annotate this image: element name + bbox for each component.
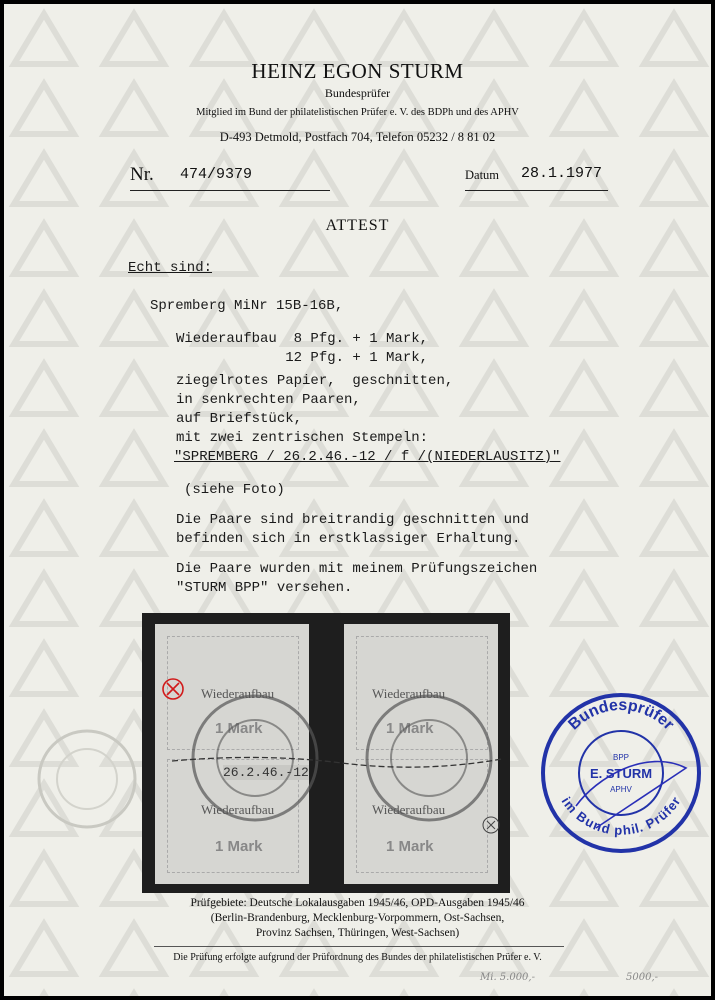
pencil-note-catalogue: Mi. 5.000,-	[480, 972, 535, 983]
postmark-right-inner	[391, 720, 467, 796]
photo-note: (siehe Foto)	[184, 482, 285, 498]
membership-line: Mitglied im Bund der philatelistischen Prüfer e. V. des BDPh und des APHV	[196, 107, 519, 118]
testing-areas-line-1: Prüfgebiete: Deutsche Lokalausgaben 1945/46, OPD-Ausgaben 1945/46	[190, 897, 525, 909]
description-line-1: Wiederaufbau 8 Pfg. + 1 Mark,	[176, 331, 429, 347]
stamp-upper-left-text: Wiederaufbau	[201, 686, 275, 701]
number-underline	[130, 190, 330, 191]
stamp-upper-right-text: Wiederaufbau	[372, 686, 446, 701]
testing-areas-line-3: Provinz Sachsen, Thüringen, West-Sachsen)	[255, 927, 460, 939]
description-line-4: in senkrechten Paaren,	[176, 392, 361, 408]
date-label: Datum	[465, 168, 500, 182]
genuine-heading: Echt sind:	[128, 260, 213, 276]
seal-center-name: E. STURM	[589, 766, 653, 781]
seal-bottom-text: im Bund phil. Prüfer	[558, 794, 684, 838]
certificate-paper	[4, 4, 711, 996]
stamp-lower-left-text: Wiederaufbau	[201, 802, 275, 817]
stamp-lower-right-value: 1 Mark	[386, 838, 434, 855]
seal-center-top: BPP	[612, 753, 630, 762]
pencil-note-value: 5000,-	[626, 972, 659, 983]
condition-line-1: Die Paare sind breitrandig geschnitten und	[176, 512, 529, 528]
red-check-cross	[167, 683, 179, 695]
description-line-5: auf Briefstück,	[176, 411, 303, 427]
postmark-quote: "SPREMBERG / 26.2.46.-12 / f /(NIEDERLAUSITZ)"	[174, 449, 561, 465]
date-value: 28.1.1977	[521, 165, 603, 182]
stamp-lower-right-text: Wiederaufbau	[372, 802, 446, 817]
seal-center-bottom: APHV	[610, 785, 632, 794]
catalogue-item: Spremberg MiNr 15B-16B,	[150, 298, 344, 314]
stamp-lower-left-value: 1 Mark	[215, 838, 263, 855]
regulation-line: Die Prüfung erfolgte aufgrund der Prüfordnung des Bundes der philatelistischen Prüfer e. V.	[173, 952, 542, 963]
photo-overlay	[142, 613, 510, 893]
examiner-seal	[536, 688, 706, 858]
certificate-number-label: Nr.	[130, 164, 154, 185]
faint-security-handstamp	[32, 724, 142, 834]
marking-line-1: Die Paare wurden mit meinem Prüfungszeichen	[176, 561, 538, 577]
pencil-check-cross	[487, 821, 495, 829]
certificate-number-value: 474/9379	[180, 166, 253, 183]
marking-line-2: "STURM BPP" versehen.	[176, 580, 353, 596]
stamp-upper-left-value: 1 Mark	[215, 720, 263, 737]
postmark-right-ring	[367, 696, 491, 820]
examiner-name: HEINZ EGON STURM	[251, 59, 464, 83]
description-line-3: ziegelrotes Papier, geschnitten,	[176, 373, 454, 389]
condition-line-2: befinden sich in erstklassiger Erhaltung.	[176, 531, 521, 547]
stamp-upper-right-value: 1 Mark	[386, 720, 434, 737]
tear-line	[172, 757, 502, 767]
testing-areas-line-2: (Berlin-Brandenburg, Mecklenburg-Vorpommern, Ost-Sachsen,	[210, 912, 505, 924]
postmark-date-left: 26.2.46.-12	[223, 765, 309, 780]
seal-top-text: Bundesprüfer	[565, 696, 677, 734]
address-line: D-493 Detmold, Postfach 704, Telefon 05232 / 8 81 02	[219, 130, 496, 144]
footer-divider	[154, 946, 564, 947]
date-underline	[465, 190, 608, 191]
description-line-2: 12 Pfg. + 1 Mark,	[176, 350, 429, 366]
description-line-6: mit zwei zentrischen Stempeln:	[176, 430, 429, 446]
examiner-title: Bundesprüfer	[324, 86, 391, 100]
document-title: ATTEST	[325, 217, 390, 234]
